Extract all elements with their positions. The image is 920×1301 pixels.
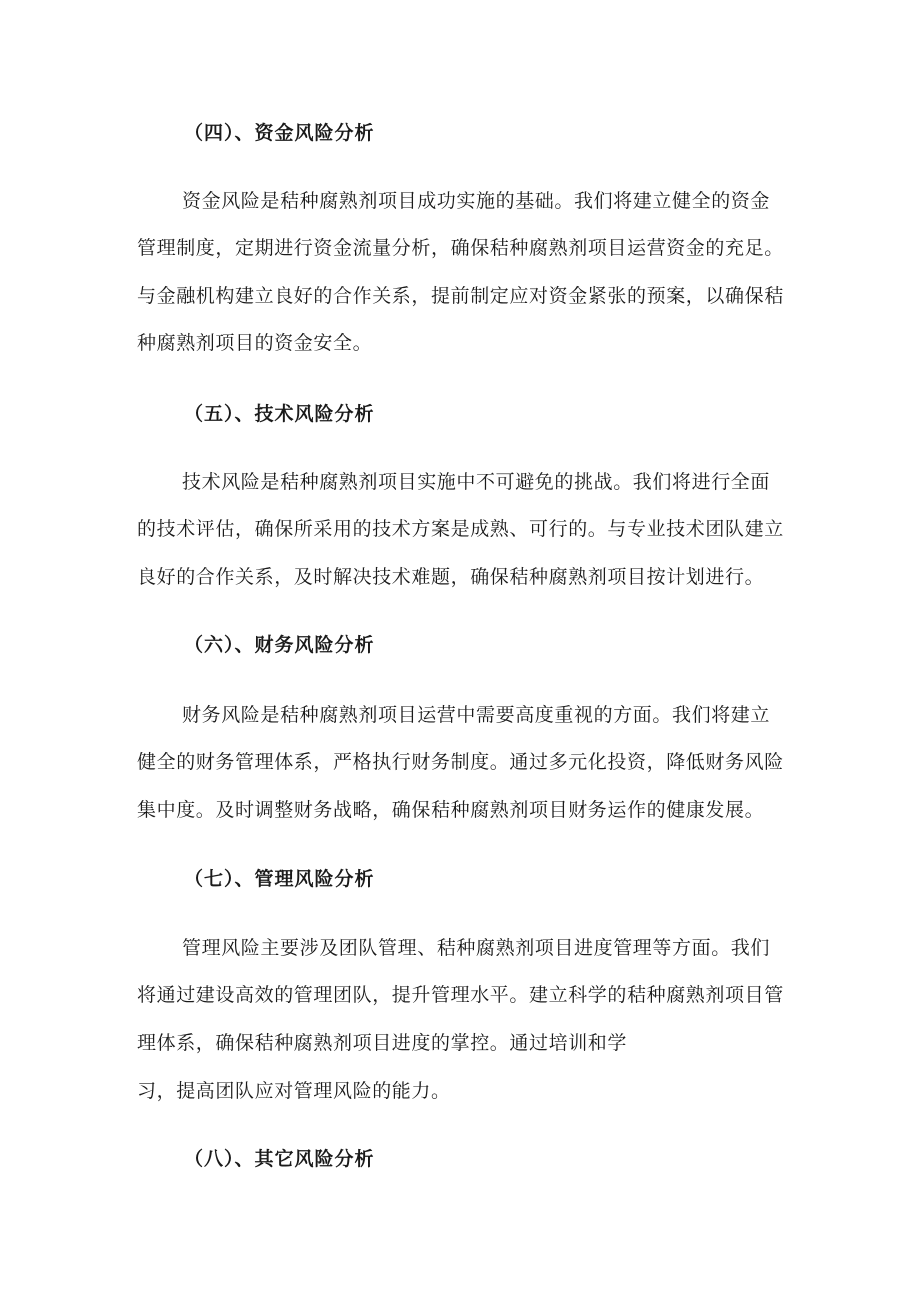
paragraph-line: 财务风险是秸种腐熟剂项目运营中需要高度重视的方面。我们将建立	[182, 704, 771, 726]
paragraph-line: 种腐熟剂项目的资金安全。	[137, 332, 373, 354]
paragraph-line: 将通过建设高效的管理团队，提升管理水平。建立科学的秸种腐熟剂项目管	[137, 984, 784, 1006]
paragraph-line: 资金风险是秸种腐熟剂项目成功实施的基础。我们将建立健全的资金	[182, 190, 771, 212]
section-heading-technical-risk: （五）、技术风险分析	[184, 403, 375, 425]
paragraph-line: 习，提高团队应对管理风险的能力。	[137, 1080, 451, 1102]
section-heading-financial-risk: （六）、财务风险分析	[184, 634, 375, 656]
paragraph-line: 管理制度，定期进行资金流量分析，确保秸种腐熟剂项目运营资金的充足。	[137, 237, 784, 259]
paragraph-line: 健全的财务管理体系，严格执行财务制度。通过多元化投资，降低财务风险	[137, 751, 784, 773]
section-heading-management-risk: （七）、管理风险分析	[184, 868, 375, 890]
paragraph-line: 理体系，确保秸种腐熟剂项目进度的掌控。通过培训和学	[137, 1032, 628, 1054]
paragraph-line: 的技术评估，确保所采用的技术方案是成熟、可行的。与专业技术团队建立	[137, 518, 784, 540]
paragraph-line: 良好的合作关系，及时解决技术难题，确保秸种腐熟剂项目按计划进行。	[137, 566, 765, 588]
paragraph-line: 技术风险是秸种腐熟剂项目实施中不可避免的挑战。我们将进行全面	[182, 471, 771, 493]
section-heading-other-risk: （八）、其它风险分析	[184, 1148, 375, 1170]
paragraph-line: 与金融机构建立良好的合作关系，提前制定应对资金紧张的预案，以确保秸	[137, 285, 784, 307]
section-heading-funding-risk: （四）、资金风险分析	[184, 122, 375, 144]
paragraph-line: 管理风险主要涉及团队管理、秸种腐熟剂项目进度管理等方面。我们	[182, 937, 771, 959]
paragraph-line: 集中度。及时调整财务战略，确保秸种腐熟剂项目财务运作的健康发展。	[137, 799, 765, 821]
